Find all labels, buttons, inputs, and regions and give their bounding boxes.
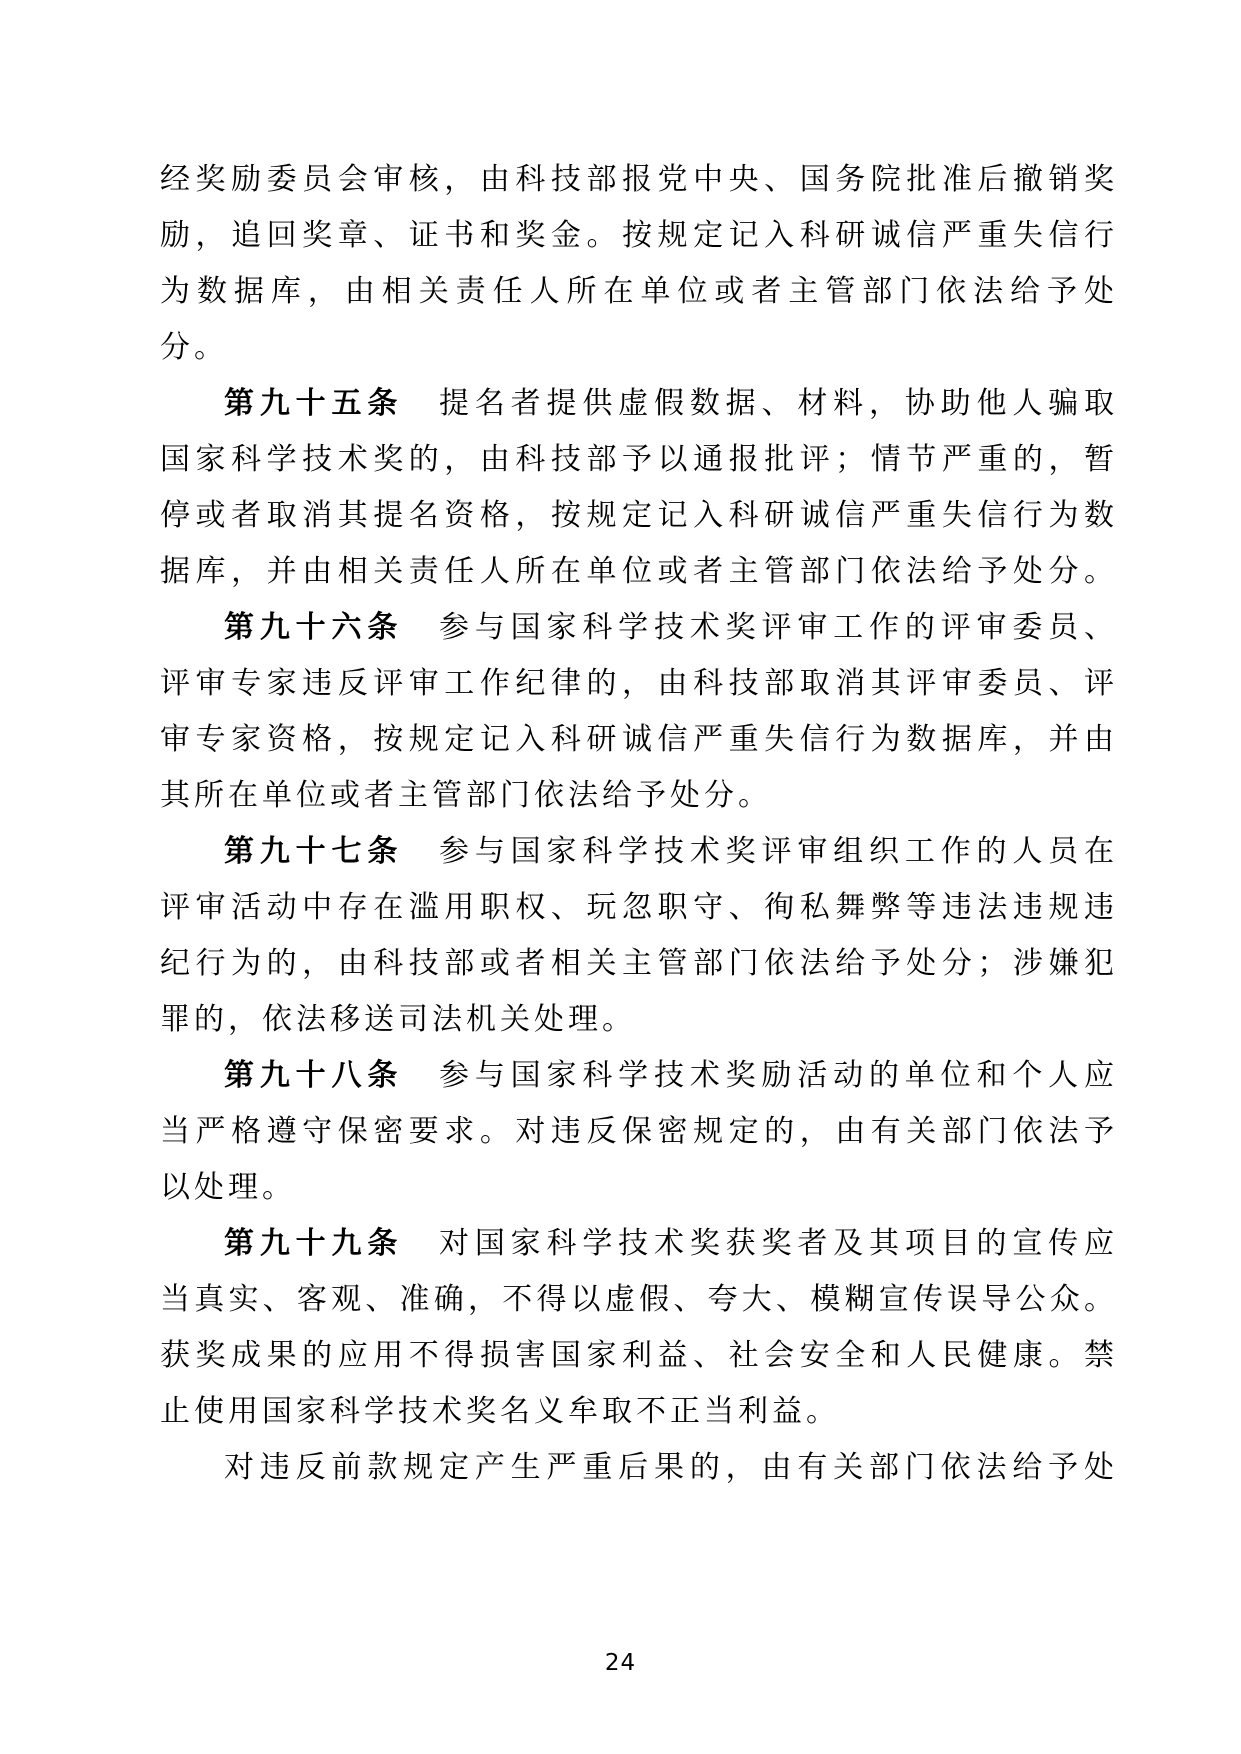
paragraph-penalty-continuation: 对违反前款规定产生严重后果的，由有关部门依法给予处: [224, 1451, 1118, 1484]
paragraph-continuation: 经奖励委员会审核，由科技部报党中央、国务院批准后撤销奖 励，追回奖章、证书和奖金。按规定记入科研诚信严重失信行 为数据库，由相关责任人所在单位或者主管部门依法给予处 分。: [160, 152, 1118, 376]
article-number: 第九十六条: [224, 611, 404, 644]
paragraph-article-96: 第九十六条 参与国家科学技术奖评审工作的评审委员、 评审专家违反评审工作纪律的，由科技部取消其评审委员、评 审专家资格，按规定记入科研诚信严重失信行为数据库，并由 其所在单位或者主管部门依法给予处分。: [160, 600, 1118, 824]
article-number: 第九十七条: [224, 835, 404, 868]
article-number: 第九十八条: [224, 1059, 404, 1092]
paragraph-last-line: 止使用国家科学技术奖名义牟取不正当利益。: [160, 1395, 840, 1428]
paragraph-last-line: 其所在单位或者主管部门依法给予处分。: [160, 779, 772, 812]
paragraph-article-99: 第九十九条 对国家科学技术奖获奖者及其项目的宣传应 当真实、客观、准确，不得以虚假、夸大、模糊宣传误导公众。 获奖成果的应用不得损害国家利益、社会安全和人民健康。禁 止使用国家科学技术奖名义牟取不正当利益。: [160, 1216, 1118, 1440]
paragraph-article-95: 第九十五条 提名者提供虚假数据、材料，协助他人骗取 国家科学技术奖的，由科技部予以通报批评；情节严重的，暂 停或者取消其提名资格，按规定记入科研诚信严重失信行为数 据库，并由相关责任人所在单位或者主管部门依法给予处分。: [160, 387, 1119, 588]
article-number: 第九十五条: [224, 387, 404, 420]
article-number: 第九十九条: [224, 1227, 404, 1260]
text-block: [160, 152, 1118, 1496]
paragraph-article-97: 第九十七条 参与国家科学技术奖评审组织工作的人员在 评审活动中存在滥用职权、玩忽职守、徇私舞弊等违法违规违 纪行为的，由科技部或者相关主管部门依法给予处分；涉嫌犯 罪的，依法移送司法机关处理。: [160, 824, 1118, 1048]
paragraph-article-98: 第九十八条 参与国家科学技术奖励活动的单位和个人应 当严格遵守保密要求。对违反保密规定的，由有关部门依法予 以处理。: [160, 1048, 1118, 1216]
paragraph-last-line: 罪的，依法移送司法机关处理。: [160, 1003, 636, 1036]
paragraph-last-line: 以处理。: [160, 1171, 296, 1204]
page-number: 24: [604, 1650, 637, 1676]
paragraph-last-line: 分。: [160, 331, 228, 364]
